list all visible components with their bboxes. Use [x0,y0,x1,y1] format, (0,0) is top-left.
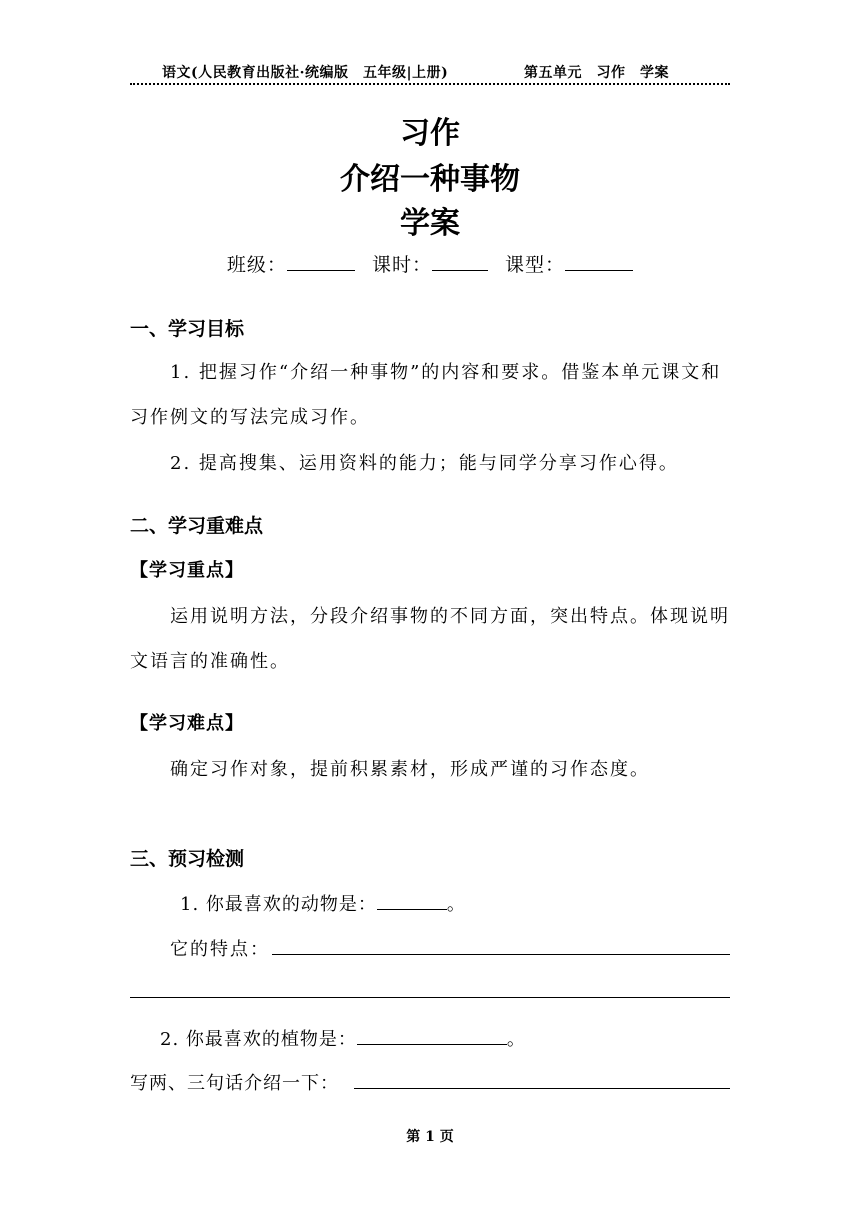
difficult-points-label: 【学习难点】 [130,713,244,734]
key-points-label: 【学习重点】 [130,560,244,581]
goal2: 2. 提高搜集、运用资料的能力；能与同学分享习作心得。 [170,453,679,474]
feature-answer-line-2[interactable] [130,997,730,998]
feature-answer-line-1[interactable] [272,954,730,955]
goal1-line1: 1. 把握习作“介绍一种事物”的内容和要求。借鉴本单元课文和 [170,362,722,383]
question1-feature-label: 它的特点： [170,939,270,960]
question1 [180,890,466,916]
type-blank[interactable] [565,252,633,271]
class-blank[interactable] [287,252,355,271]
intro-answer-line[interactable] [354,1088,730,1089]
header-divider [130,83,730,85]
header-left: 语文(人民教育出版社·统编版 五年级|上册) [162,65,449,81]
goal1-line2: 习作例文的写法完成习作。 [130,407,370,428]
period-blank[interactable] [432,252,488,271]
key-points-line1: 运用说明方法，分段介绍事物的不同方面，突出特点。体现说明 [170,606,730,627]
type-label: 课型： [505,254,566,276]
question1-end: 。 [446,894,466,915]
title-line3: 学案 [400,206,460,241]
page-number: 第 1 页 [406,1129,454,1145]
section1-heading: 一、学习目标 [130,318,245,340]
difficult-points-text: 确定习作对象，提前积累素材，形成严谨的习作态度。 [170,759,650,780]
header-right: 第五单元 习作 学案 [524,65,669,81]
question2-blank[interactable] [357,1026,507,1045]
section2-heading: 二、学习重难点 [130,515,264,537]
question1-blank[interactable] [377,891,447,910]
class-label: 班级： [226,254,287,276]
title-line1: 习作 [400,116,460,151]
question1-text: 1. 你最喜欢的动物是： [180,894,377,915]
key-points-line2: 文语言的准确性。 [130,651,290,672]
info-fields [0,250,860,277]
section3-heading: 三、预习检测 [130,848,245,870]
question2 [160,1025,526,1051]
period-label: 课时： [371,254,432,276]
question2-intro-label: 写两、三句话介绍一下： [130,1073,339,1094]
title-line2: 介绍一种事物 [340,162,520,197]
question2-end: 。 [506,1029,526,1050]
question2-text: 2. 你最喜欢的植物是： [160,1029,357,1050]
